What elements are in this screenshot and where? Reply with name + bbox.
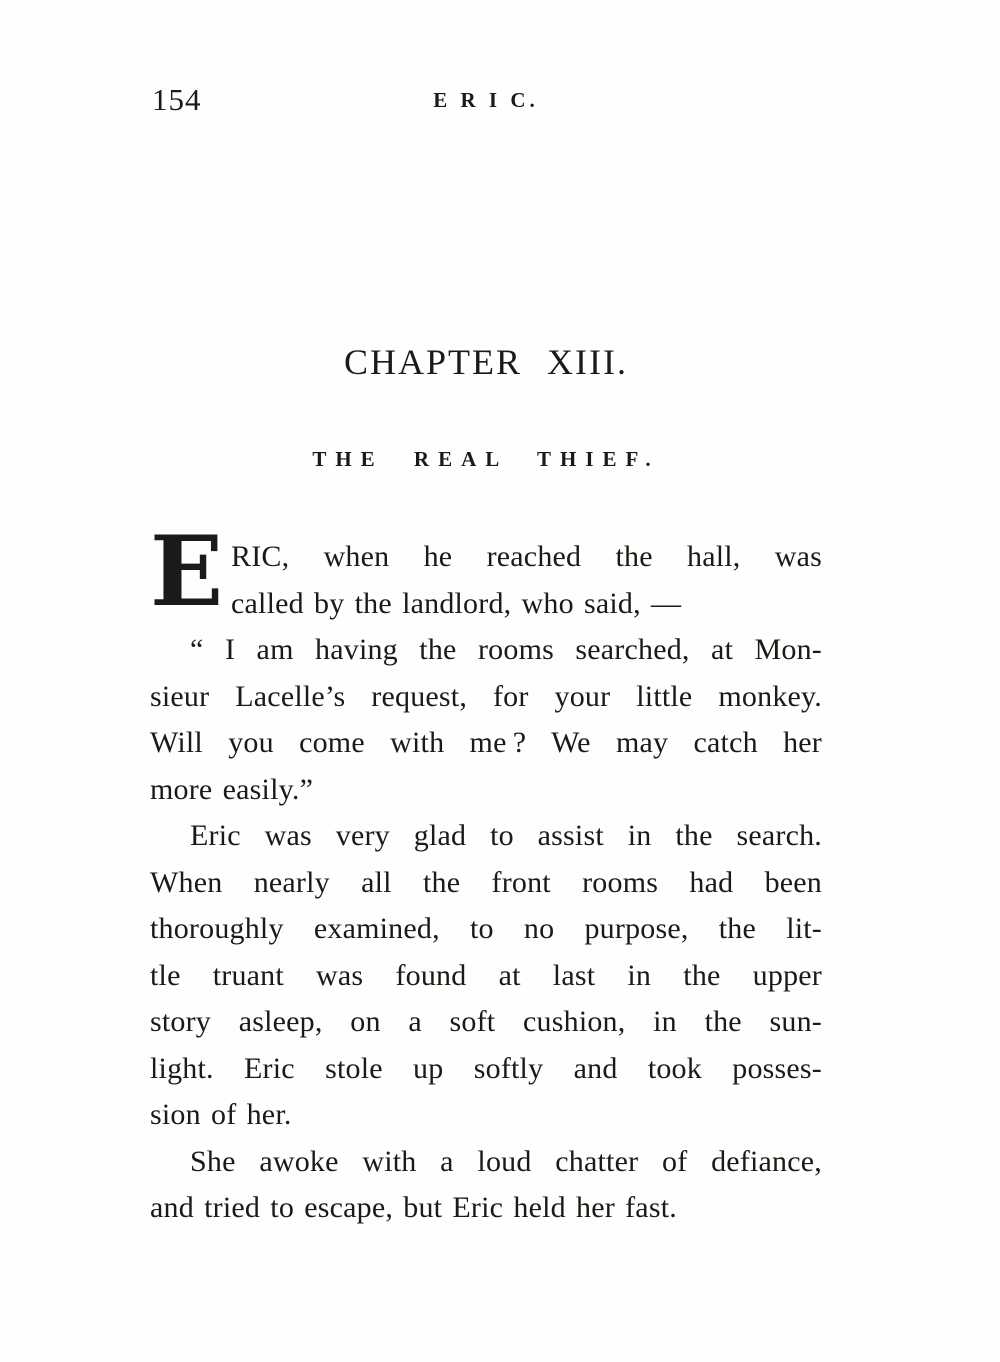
text-line: thoroughly examined, to no purpose, the lit- bbox=[150, 912, 822, 945]
text-line: Will you come with me ? We may catch her bbox=[150, 726, 822, 759]
text-line: sieur Lacelle’s request, for your little monkey. bbox=[150, 679, 822, 713]
text-line: Eric was very glad to assist in the search. bbox=[190, 819, 822, 852]
text-line: light. Eric stole up softly and took posses- bbox=[150, 1051, 822, 1085]
text-line: more easily.” bbox=[150, 772, 314, 806]
running-title: E R I C. bbox=[433, 88, 539, 112]
chapter-heading: CHAPTER XIII. bbox=[344, 342, 628, 382]
text-line: She awoke with a loud chatter of defiance, bbox=[190, 1144, 822, 1178]
text-line: “ I am having the rooms searched, at Mon- bbox=[190, 633, 822, 666]
page-header bbox=[150, 0, 822, 118]
page-number: 154 bbox=[152, 82, 202, 117]
drop-cap: E bbox=[150, 515, 224, 628]
text-line: and tried to escape, but Eric held her fast. bbox=[150, 1191, 677, 1224]
paragraph bbox=[150, 1139, 822, 1232]
body-text bbox=[150, 515, 822, 1232]
paragraph bbox=[150, 813, 822, 1139]
text-line: story asleep, on a soft cushion, in the sun- bbox=[150, 1005, 822, 1038]
chapter-subtitle: THE REAL THIEF. bbox=[312, 447, 660, 471]
text-line: RIC, when he reached the hall, was bbox=[231, 540, 822, 573]
paragraph bbox=[150, 515, 822, 628]
text-line: sion of her. bbox=[150, 1098, 292, 1131]
text-line: called by the landlord, who said, — bbox=[231, 586, 682, 620]
text-line: tle truant was found at last in the upper bbox=[150, 958, 822, 992]
text-line: When nearly all the front rooms had been bbox=[150, 865, 822, 899]
text-block bbox=[150, 0, 822, 1232]
paragraph bbox=[150, 627, 822, 813]
